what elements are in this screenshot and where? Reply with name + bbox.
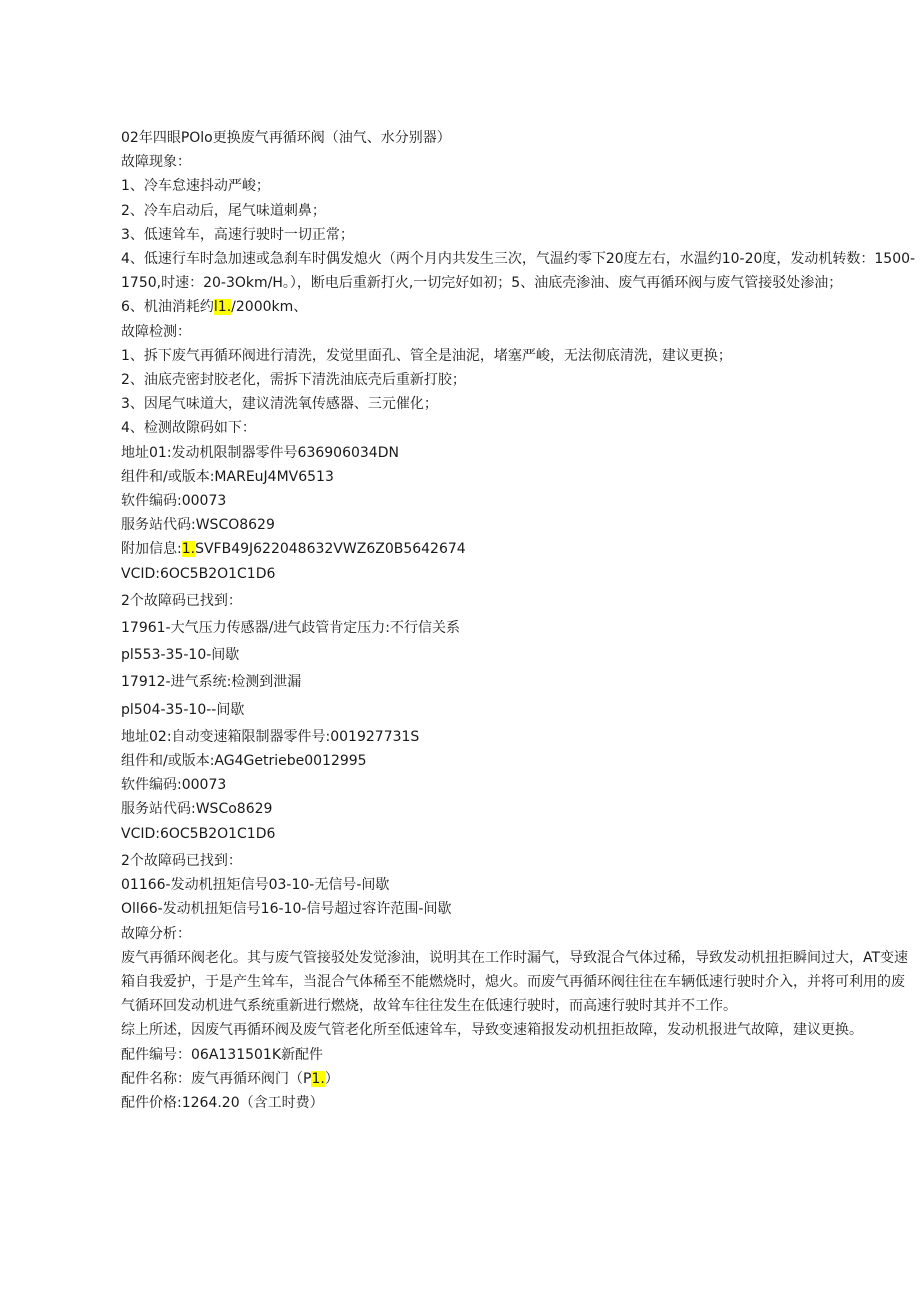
address01-extra-suffix: SVFB49J622048632VWZ6Z0B5642674 (195, 541, 466, 558)
highlight-mark: 1. (181, 541, 196, 558)
address02-line: 组件和/或版本:AG4Getriebe0012995 (121, 753, 367, 770)
fault-code-line: Oll66-发动机扭矩信号16-10-信号超过容许范围-间歇 (121, 901, 452, 918)
address01-extra (121, 537, 917, 561)
symptom-item: 1、冷车怠速抖动严峻； (121, 178, 270, 195)
detection-item: 3、因尾气味道大，建议清洗氧传感器、三元催化； (121, 396, 438, 413)
address01-line: 软件编码:00073 (121, 493, 227, 510)
symptom-item-6-suffix: /2000km、 (231, 299, 308, 316)
fault-code-line: 17961-大气压力传感器/进气歧管肯定压力:不行信关系 (121, 620, 461, 637)
symptom-item-6-prefix: 6、机油消耗约 (121, 299, 214, 316)
part-name (121, 1067, 917, 1091)
address01-line: 服务站代码:WSCO8629 (121, 517, 275, 534)
detection-item: 4、检测故隙码如下： (121, 420, 256, 437)
part-price: 配件价格:1264.20（含工时费） (121, 1094, 324, 1111)
address01-vcid: VCID:6OC5B2O1C1D6 (121, 565, 276, 582)
part-name-suffix: ） (324, 1070, 339, 1087)
fault-code-line: 01166-发动机扭矩信号03-10-无信号-间歇 (121, 877, 390, 894)
detection-heading: 故障检测： (121, 323, 191, 340)
document-body (121, 126, 917, 1115)
symptoms-heading: 故障现象： (121, 154, 191, 171)
analysis-paragraph: 综上所述，因废气再循环阀及废气管老化所至低速耸车，导致变速箱报发动机扭拒故障，发动机报进气故障，建议更换。 (121, 1022, 863, 1039)
address01-found: 2个故障码已找到： (121, 592, 242, 609)
address02-line: 服务站代码:WSCo8629 (121, 801, 273, 818)
address02-line: 软件编码:00073 (121, 777, 227, 794)
analysis-paragraph: 废气再循环阀老化。其与废气管接驳处发觉渗油，说明其在工作时漏气，导致混合气体过稀，导致发动机扭拒瞬间过大，AT变速箱自我爱护，于是产生耸车，当混合气体稀至不能燃烧时，熄火。而废气再循环阀往往在车辆低速行驶时介入，并将可利用的废气循环回发动机进气系统重新进行燃烧，故耸车往往发生在低速行驶时，而高速行驶时其并不工作。 (121, 949, 909, 1015)
symptom-item: 2、冷车启动后，尾气味道刺鼻； (121, 202, 326, 219)
symptom-item: 3、低速耸车，高速行驶时一切正常； (121, 226, 354, 243)
detection-item: 1、拆下废气再循环阀进行清洗，发觉里面孔、管全是油泥，堵塞严峻，无法彻底清洗，建议更换； (121, 347, 732, 364)
analysis-heading: 故障分析： (121, 925, 191, 942)
address02-line: VCID:6OC5B2O1C1D6 (121, 825, 276, 842)
document-title: 02年四眼POlo更换废气再循环阀（油气、水分别器） (121, 130, 451, 146)
address01-line: 组件和/或版本:MAREuJ4MV6513 (121, 468, 334, 485)
fault-code-line: 17912-进气系统:检测到泄漏 (121, 674, 302, 691)
part-name-prefix: 配件名称：废气再循环阀门（P (121, 1070, 312, 1087)
address01-line: 地址01:发动机限制器零件号636906034DN (121, 444, 399, 461)
highlight-mark: 1. (311, 1070, 325, 1087)
highlight-mark: l1. (213, 299, 232, 316)
fault-code-line: pl504-35-10--间歇 (121, 701, 245, 718)
symptom-item-6 (121, 295, 917, 319)
symptom-item: 4、低速行车时急加速或急刹车时偶发熄火（两个月内共发生三次，气温约零下20度左右，水温约10-20度，发动机转数：1500-1750,时速：20-3Okm/H。），断电后重新打火,一切完好如初；5、油底壳渗油、废气再循环阀与废气管接驳处渗油； (121, 251, 916, 292)
detection-item: 2、油底壳密封胶老化，需拆下清洗油底壳后重新打胶； (121, 372, 466, 389)
address01-extra-prefix: 附加信息: (121, 541, 182, 558)
part-number: 配件编号：06A131501K新配件 (121, 1046, 324, 1063)
fault-code-line: pl553-35-10-间歇 (121, 647, 240, 664)
address02-found: 2个故障码已找到： (121, 852, 242, 869)
address02-line: 地址02:自动变速箱限制器零件号:001927731S (121, 728, 420, 745)
